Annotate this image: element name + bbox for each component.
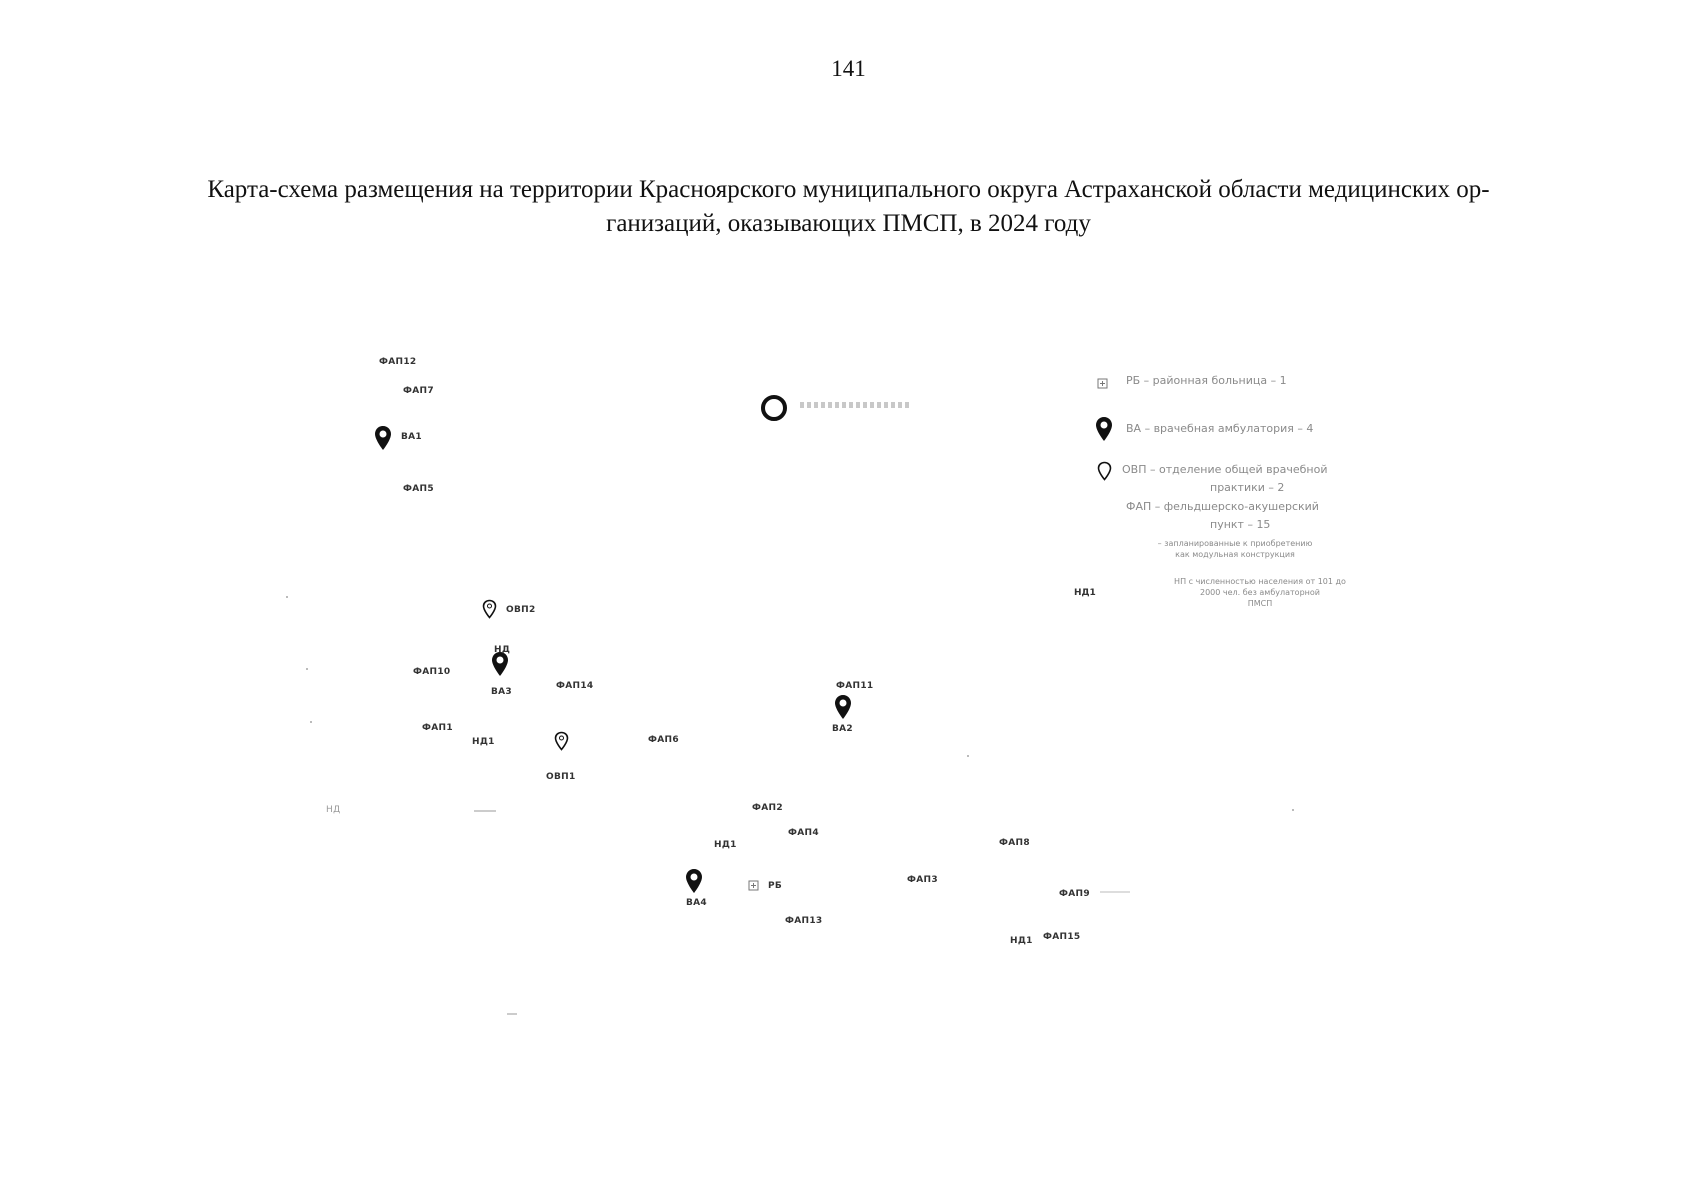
legend-planned-line1: – запланированные к приобретению <box>1157 539 1313 548</box>
label-va4: ВА4 <box>686 898 707 908</box>
title-line-2: ганизаций, оказывающих ПМСП, в 2024 году <box>606 210 1091 237</box>
label-fap14: ФАП14 <box>556 681 594 691</box>
label-va2: ВА2 <box>832 724 853 734</box>
legend-nd-line1: НП с численностью населения от 101 до <box>1174 577 1346 586</box>
map-dot <box>310 721 312 723</box>
va2-pin-icon <box>834 694 852 720</box>
label-va1: ВА1 <box>401 432 422 442</box>
legend-va: ВА – врачебная амбулатория – 4 <box>1126 422 1314 435</box>
title-line-1: Карта-схема размещения на территории Красноярского муниципального округа Астраханской области медицинских ор- <box>207 176 1490 203</box>
label-ovp1: ОВП1 <box>546 772 576 782</box>
label-fap1: ФАП1 <box>422 723 453 733</box>
label-fap12: ФАП12 <box>379 357 417 367</box>
map-dot <box>286 596 288 598</box>
district-center-circle-icon <box>760 394 788 422</box>
va1-pin-icon <box>374 425 392 451</box>
legend-ovp-line2: практики – 2 <box>1210 481 1285 494</box>
label-nd-top: НД <box>494 645 511 655</box>
legend-hospital-icon <box>1096 375 1110 391</box>
map-dot <box>1100 891 1130 893</box>
label-fap9: ФАП9 <box>1059 889 1090 899</box>
label-nd2: НД1 <box>714 840 737 850</box>
va4-pin-icon <box>685 868 703 894</box>
label-fap8: ФАП8 <box>999 838 1030 848</box>
label-nd-left: НД <box>326 805 341 815</box>
map-dot <box>474 810 496 812</box>
legend-planned <box>1130 538 1340 560</box>
map-dot <box>1292 809 1294 811</box>
label-nd1: НД1 <box>472 737 495 747</box>
legend-nd-key: НД1 <box>1074 588 1096 598</box>
page-number: 141 <box>831 56 866 81</box>
label-va3: ВА3 <box>491 687 512 697</box>
legend-nd <box>1140 576 1380 609</box>
map-dot <box>306 668 308 670</box>
label-nd3: НД1 <box>1010 936 1033 946</box>
label-fap5: ФАП5 <box>403 484 434 494</box>
legend-fap-line1: ФАП – фельдшерско-акушерский <box>1126 500 1319 513</box>
map-dot <box>507 1013 517 1015</box>
label-fap4: ФАП4 <box>788 828 819 838</box>
label-fap7: ФАП7 <box>403 386 434 396</box>
legend-ovp-line1: ОВП – отделение общей врачебной <box>1122 463 1328 476</box>
legend-nd-line3: ПМСП <box>1247 599 1273 608</box>
ovp1-pin-outline-icon <box>554 731 569 751</box>
legend-nd-line2: 2000 чел. без амбулаторной <box>1200 588 1320 597</box>
legend-rb: РБ – районная больница – 1 <box>1126 374 1287 387</box>
label-fap10: ФАП10 <box>413 667 451 677</box>
legend-ovp-pin-icon <box>1097 461 1112 481</box>
label-fap15: ФАП15 <box>1043 932 1081 942</box>
label-fap11: ФАП11 <box>836 681 874 691</box>
legend-va-pin-icon <box>1095 416 1113 442</box>
district-center-faded-label <box>800 402 910 408</box>
hospital-icon <box>747 877 761 893</box>
ovp2-pin-outline-icon <box>482 599 497 619</box>
map-dot <box>967 755 969 757</box>
legend-fap-line2: пункт – 15 <box>1210 518 1271 531</box>
label-fap3: ФАП3 <box>907 875 938 885</box>
legend-planned-line2: как модульная конструкция <box>1175 550 1295 559</box>
label-rb: РБ <box>768 881 783 891</box>
label-fap6: ФАП6 <box>648 735 679 745</box>
label-fap13: ФАП13 <box>785 916 823 926</box>
label-fap2: ФАП2 <box>752 803 783 813</box>
label-ovp2: ОВП2 <box>506 605 536 615</box>
